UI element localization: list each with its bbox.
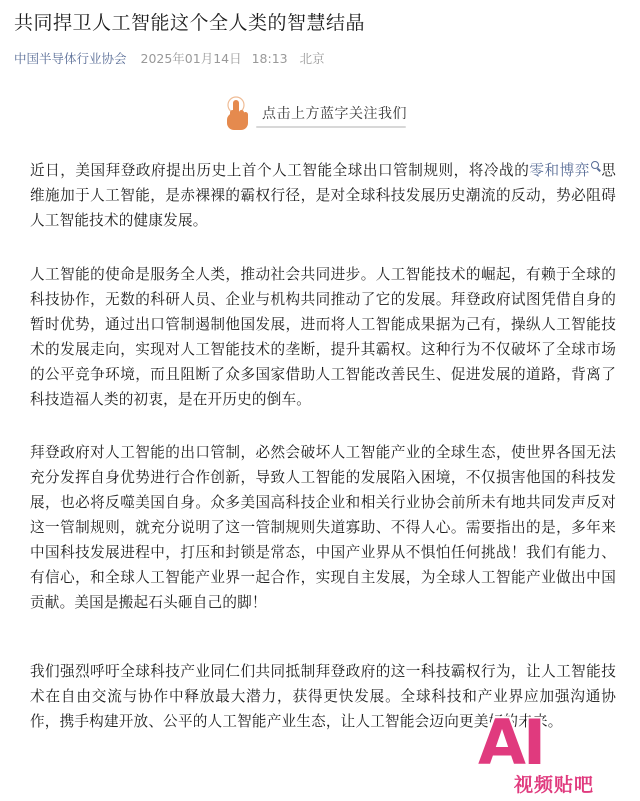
paragraph-1-text-b: 思维施加于人工智能，是赤裸裸的霸权行径，是对全球科技发展历史潮流的反动，势必阻碍人工智能技术的健康发展。 <box>30 162 616 229</box>
paragraph-4: 我们强烈呼吁全球科技产业同仁们共同抵制拜登政府的这一科技霸权行为，让人工智能技术在自由交流与协作中释放最大潜力，获得更快发展。全球科技和产业界应加强沟通协作，携手构建开放、公平的人工智能产业生态，让人工智能会迈向更美好的未来。 <box>30 663 616 730</box>
article-meta <box>14 51 325 67</box>
author-link[interactable]: 中国半导体行业协会 <box>14 51 127 66</box>
watermark <box>478 708 626 798</box>
zero-sum-game-link[interactable]: 零和博弈 <box>529 162 590 179</box>
paragraph-1 <box>30 158 616 233</box>
follow-prompt-text: 点击上方蓝字关注我们 <box>262 106 407 122</box>
pointing-hand-icon <box>222 96 252 134</box>
watermark-text: 视频贴吧 <box>514 774 595 796</box>
watermark-logo: AI <box>478 706 544 779</box>
paragraph-1-text-a: 近日，美国拜登政府提出历史上首个人工智能全球出口管制规则，将冷战的 <box>30 162 530 179</box>
search-icon[interactable] <box>591 161 599 169</box>
publish-location: 北京 <box>299 51 325 66</box>
paragraph-2: 人工智能的使命是服务全人类，推动社会共同进步。人工智能技术的崛起，有赖于全球的科技协作，无数的科研人员、企业与机构共同推动了它的发展。拜登政府试图凭借自身的暂时优势，通过出口管制遏制他国发展，进而将人工智能成果据为己有，操纵人工智能技术的发展走向，实现对人工智能技术的垄断，提升其霸权。这种行为不仅破坏了全球市场的公平竞争环境，而且阻断了众多国家借助人工智能改善民生、促进发展的道路，背离了科技造福人类的初衷，是在开历史的倒车。 <box>30 266 616 408</box>
publish-time: 18:13 <box>251 51 288 66</box>
article-title: 共同捍卫人工智能这个全人类的智慧结晶 <box>14 12 366 34</box>
publish-date: 2025年01月14日 <box>140 51 242 66</box>
paragraph-3: 拜登政府对人工智能的出口管制，必然会破坏人工智能产业的全球生态，使世界各国无法充分发挥自身优势进行合作创新，导致人工智能的发展陷入困境，不仅损害他国的科技发展，也必将反噬美国自身。众多美国高科技企业和相关行业协会前所未有地共同发声反对这一管制规则，就充分说明了这一管制规则失道寡助、不得人心。需要指出的是，多年来中国科技发展进程中，打压和封锁是常态，中国产业界从不惧怕任何挑战！我们有能力、有信心，和全球人工智能产业界一起合作，实现自主发展，为全球人工智能产业做出中国贡献。美国是搬起石头砸自己的脚！ <box>30 444 616 611</box>
follow-underline <box>256 126 406 128</box>
follow-banner <box>222 96 422 140</box>
